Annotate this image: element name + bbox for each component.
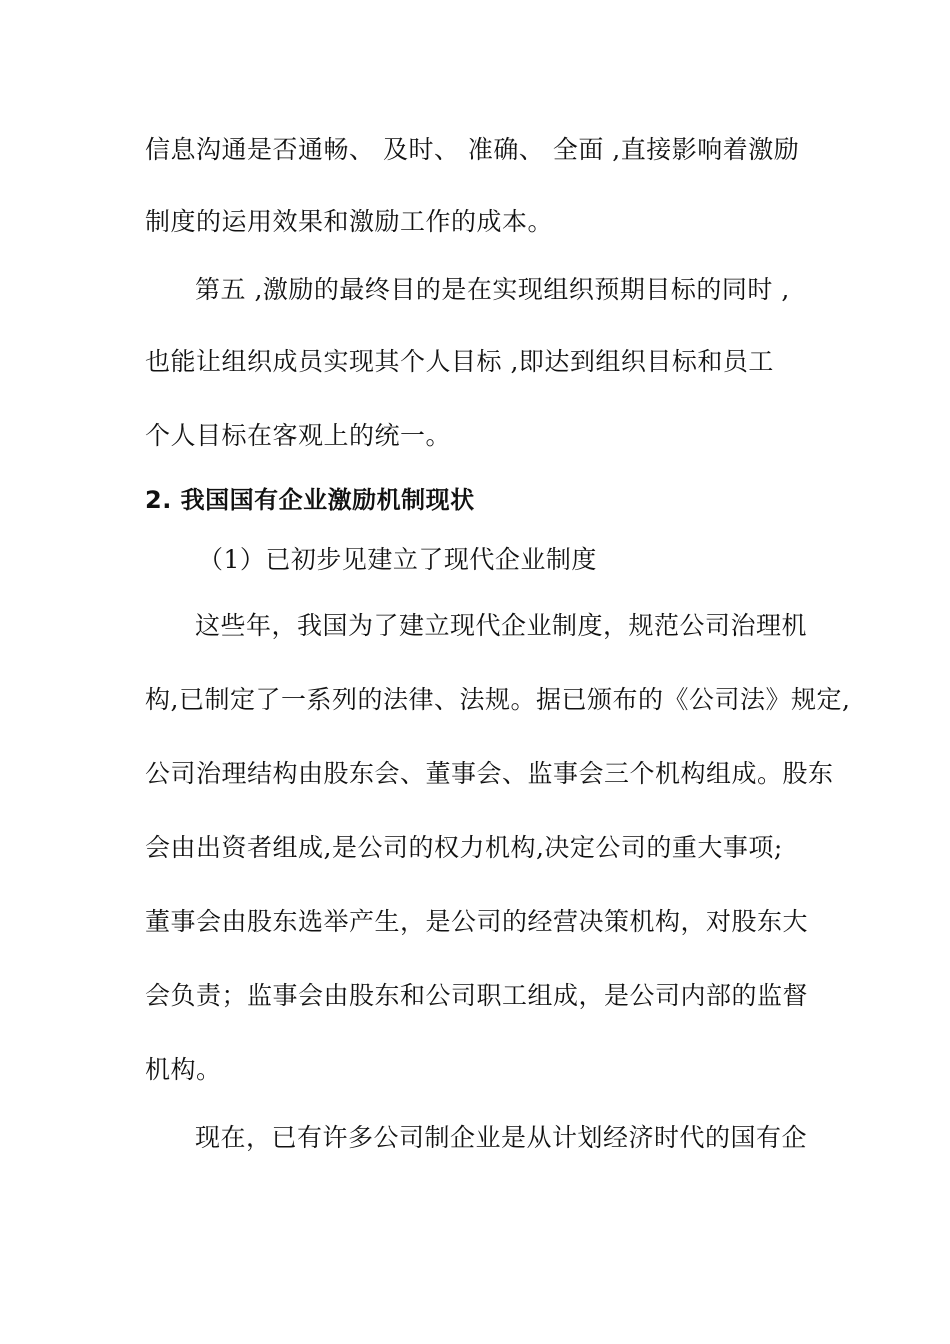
paragraph-line-8: 公司治理结构由股东会、董事会、监事会三个机构组成。股东 bbox=[145, 759, 834, 788]
subsection-heading: （1）已初步见建立了现代企业制度 bbox=[198, 545, 597, 574]
paragraph-line-11: 会负责；监事会由股东和公司职工组成，是公司内部的监督 bbox=[145, 981, 809, 1010]
paragraph-line-10: 董事会由股东选举产生，是公司的经营决策机构，对股东大 bbox=[145, 907, 809, 936]
paragraph-line-2: 制度的运用效果和激励工作的成本。 bbox=[145, 207, 554, 236]
paragraph-line-7: 构,已制定了一系列的法律、法规。据已颁布的《公司法》规定, bbox=[145, 685, 851, 714]
paragraph-line-6: 这些年，我国为了建立现代企业制度，规范公司治理机 bbox=[195, 611, 808, 640]
section-heading: 2. 我国国有企业激励机制现状 bbox=[145, 486, 475, 514]
paragraph-line-9: 会由出资者组成,是公司的权力机构,决定公司的重大事项; bbox=[145, 833, 783, 862]
paragraph-line-5: 个人目标在客观上的统一。 bbox=[145, 421, 452, 450]
paragraph-line-3: 第五 ,激励的最终目的是在实现组织预期目标的同时 , bbox=[195, 275, 790, 304]
paragraph-line-1: 信息沟通是否通畅、 及时、 准确、 全面 ,直接影响着激励 bbox=[145, 135, 800, 164]
paragraph-line-4: 也能让组织成员实现其个人目标 ,即达到组织目标和员工 bbox=[145, 347, 774, 376]
paragraph-line-13: 现在，已有许多公司制企业是从计划经济时代的国有企 bbox=[195, 1123, 808, 1152]
paragraph-line-12: 机构。 bbox=[145, 1055, 222, 1084]
